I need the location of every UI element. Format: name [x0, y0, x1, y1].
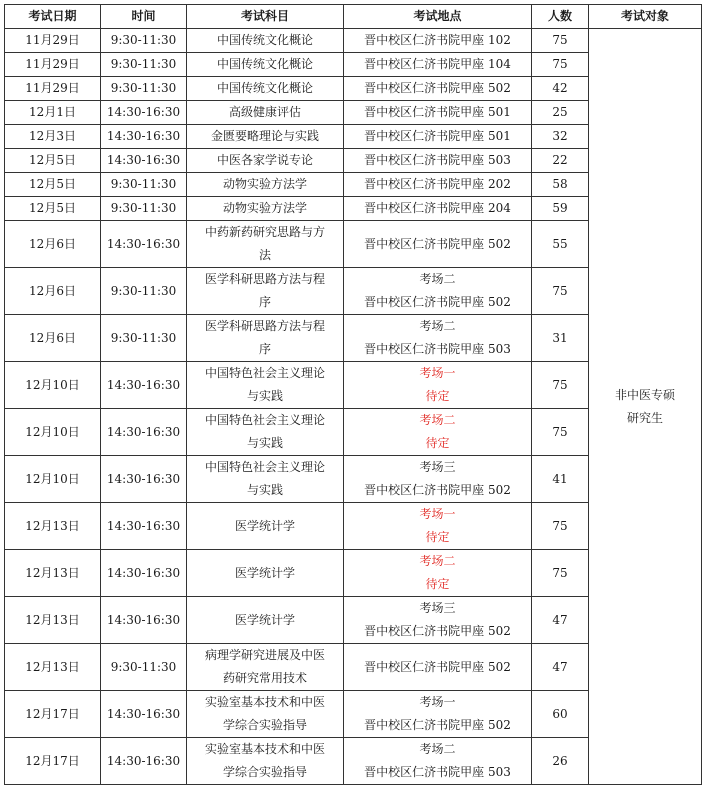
cell-time: 9:30-11:30: [101, 53, 187, 77]
cell-location: [344, 315, 532, 362]
location-line: 晋中校区仁济书院甲座 502: [364, 295, 511, 309]
cell-date: 12月17日: [5, 691, 101, 738]
subject-line: 中国特色社会主义理论: [204, 413, 325, 427]
subject-line: 实验室基本技术和中医: [204, 742, 325, 756]
cell-count: 75: [532, 268, 589, 315]
cell-count: 75: [532, 362, 589, 409]
subject-line: 学综合实验指导: [222, 718, 307, 732]
cell-date: 11月29日: [5, 77, 101, 101]
cell-time: 9:30-11:30: [101, 197, 187, 221]
subject-line: 药研究常用技术: [222, 671, 307, 685]
cell-location: [344, 691, 532, 738]
location-line: 考场三: [419, 601, 456, 615]
cell-time: 14:30-16:30: [101, 456, 187, 503]
subject-line: 法: [258, 248, 271, 262]
cell-location: [344, 29, 532, 53]
cell-time: 14:30-16:30: [101, 409, 187, 456]
subject-line: 序: [258, 295, 271, 309]
cell-location: [344, 125, 532, 149]
cell-subject: [187, 77, 344, 101]
cell-time: 9:30-11:30: [101, 77, 187, 101]
location-line: 考场三: [419, 460, 456, 474]
location-line: 待定: [425, 577, 450, 591]
table-row: [5, 29, 702, 53]
location-line: 待定: [425, 530, 450, 544]
cell-count: 58: [532, 173, 589, 197]
cell-location: [344, 362, 532, 409]
cell-date: 12月1日: [5, 101, 101, 125]
cell-subject: [187, 315, 344, 362]
cell-location: [344, 644, 532, 691]
cell-location: [344, 456, 532, 503]
cell-subject: [187, 53, 344, 77]
cell-date: 12月13日: [5, 503, 101, 550]
cell-subject: [187, 691, 344, 738]
cell-count: 32: [532, 125, 589, 149]
header-target: 考试对象: [589, 5, 702, 29]
table-body: [5, 29, 702, 785]
location-line: 晋中校区仁济书院甲座 502: [364, 659, 511, 674]
cell-subject: [187, 409, 344, 456]
location-line: 考场二: [419, 319, 456, 333]
subject-line: 中国传统文化概论: [216, 81, 313, 95]
header-date: 考试日期: [5, 5, 101, 29]
cell-subject: [187, 362, 344, 409]
location-line: 晋中校区仁济书院甲座 502: [364, 81, 511, 95]
location-line: 晋中校区仁济书院甲座 202: [364, 177, 511, 191]
cell-date: 12月10日: [5, 456, 101, 503]
cell-count: 41: [532, 456, 589, 503]
subject-line: 中国特色社会主义理论: [204, 460, 325, 474]
cell-location: [344, 738, 532, 785]
cell-subject: [187, 268, 344, 315]
location-line: 待定: [425, 436, 450, 450]
cell-count: 75: [532, 503, 589, 550]
location-line: 晋中校区仁济书院甲座 501: [364, 105, 511, 119]
cell-time: 9:30-11:30: [101, 173, 187, 197]
cell-subject: [187, 125, 344, 149]
subject-line: 高级健康评估: [228, 105, 301, 119]
cell-count: 75: [532, 409, 589, 456]
cell-location: [344, 101, 532, 125]
cell-subject: [187, 197, 344, 221]
cell-location: [344, 221, 532, 268]
cell-location: [344, 197, 532, 221]
cell-location: [344, 173, 532, 197]
cell-time: 14:30-16:30: [101, 149, 187, 173]
cell-count: 59: [532, 197, 589, 221]
target-line: 研究生: [626, 410, 663, 425]
subject-line: 金匮要略理论与实践: [210, 129, 319, 143]
exam-schedule: [4, 4, 702, 785]
cell-location: [344, 597, 532, 644]
location-line: 晋中校区仁济书院甲座 204: [364, 201, 511, 215]
location-line: 晋中校区仁济书院甲座 501: [364, 129, 511, 143]
cell-location: [344, 53, 532, 77]
location-line: 晋中校区仁济书院甲座 503: [364, 153, 511, 167]
cell-time: 9:30-11:30: [101, 268, 187, 315]
cell-location: [344, 550, 532, 597]
cell-date: 12月13日: [5, 597, 101, 644]
cell-subject: [187, 456, 344, 503]
cell-time: 14:30-16:30: [101, 691, 187, 738]
cell-date: 12月3日: [5, 125, 101, 149]
cell-subject: [187, 738, 344, 785]
location-line: 晋中校区仁济书院甲座 102: [364, 33, 511, 47]
header-row: [5, 5, 702, 29]
cell-target: [589, 29, 702, 785]
subject-line: 与实践: [246, 389, 283, 403]
subject-line: 中国传统文化概论: [216, 33, 313, 47]
cell-count: 31: [532, 315, 589, 362]
subject-line: 与实践: [246, 436, 283, 450]
cell-time: 14:30-16:30: [101, 738, 187, 785]
cell-location: [344, 149, 532, 173]
target-line: 非中医专硕: [614, 387, 675, 402]
header-time: 时间: [101, 5, 187, 29]
location-line: 待定: [425, 389, 450, 403]
location-line: 晋中校区仁济书院甲座 503: [364, 342, 511, 356]
cell-count: 26: [532, 738, 589, 785]
location-line: 晋中校区仁济书院甲座 503: [364, 765, 511, 779]
cell-count: 55: [532, 221, 589, 268]
cell-date: 12月5日: [5, 197, 101, 221]
subject-line: 医学统计学: [234, 518, 295, 533]
location-line: 晋中校区仁济书院甲座 104: [364, 57, 511, 71]
cell-date: 12月5日: [5, 173, 101, 197]
cell-count: 75: [532, 29, 589, 53]
cell-subject: [187, 221, 344, 268]
cell-date: 12月10日: [5, 362, 101, 409]
cell-subject: [187, 29, 344, 53]
subject-line: 动物实验方法学: [222, 201, 307, 215]
cell-date: 12月6日: [5, 221, 101, 268]
cell-count: 75: [532, 53, 589, 77]
location-line: 考场二: [419, 413, 456, 427]
location-line: 考场二: [419, 554, 456, 568]
cell-count: 47: [532, 597, 589, 644]
cell-time: 14:30-16:30: [101, 503, 187, 550]
subject-line: 病理学研究进展及中医: [204, 648, 325, 662]
subject-line: 动物实验方法学: [222, 177, 307, 191]
cell-time: 9:30-11:30: [101, 29, 187, 53]
cell-subject: [187, 597, 344, 644]
header-subject: 考试科目: [187, 5, 344, 29]
subject-line: 中国传统文化概论: [216, 57, 313, 71]
location-line: 考场一: [419, 507, 456, 521]
subject-line: 序: [258, 342, 271, 356]
cell-subject: [187, 101, 344, 125]
cell-location: [344, 77, 532, 101]
cell-count: 47: [532, 644, 589, 691]
cell-subject: [187, 173, 344, 197]
cell-date: 11月29日: [5, 29, 101, 53]
cell-date: 12月13日: [5, 550, 101, 597]
cell-date: 12月5日: [5, 149, 101, 173]
cell-date: 12月13日: [5, 644, 101, 691]
cell-location: [344, 409, 532, 456]
subject-line: 医学科研思路方法与程: [204, 272, 325, 286]
subject-line: 医学统计学: [234, 612, 295, 627]
cell-count: 42: [532, 77, 589, 101]
cell-time: 14:30-16:30: [101, 550, 187, 597]
cell-count: 60: [532, 691, 589, 738]
subject-line: 医学统计学: [234, 565, 295, 580]
cell-count: 22: [532, 149, 589, 173]
header-count: 人数: [532, 5, 589, 29]
location-line: 考场一: [419, 695, 456, 709]
location-line: 晋中校区仁济书院甲座 502: [364, 236, 511, 251]
subject-line: 学综合实验指导: [222, 765, 307, 779]
cell-count: 75: [532, 550, 589, 597]
cell-time: 14:30-16:30: [101, 221, 187, 268]
location-line: 考场二: [419, 742, 456, 756]
cell-date: 12月6日: [5, 268, 101, 315]
header-location: 考试地点: [344, 5, 532, 29]
location-line: 晋中校区仁济书院甲座 502: [364, 718, 511, 732]
cell-location: [344, 503, 532, 550]
cell-date: 12月17日: [5, 738, 101, 785]
cell-time: 14:30-16:30: [101, 125, 187, 149]
subject-line: 中医各家学说专论: [216, 153, 313, 167]
location-line: 考场一: [419, 366, 456, 380]
location-line: 考场二: [419, 272, 456, 286]
cell-date: 12月10日: [5, 409, 101, 456]
exam-schedule-table: [4, 4, 702, 785]
subject-line: 与实践: [246, 483, 283, 497]
location-line: 晋中校区仁济书院甲座 502: [364, 624, 511, 638]
cell-time: 14:30-16:30: [101, 597, 187, 644]
cell-subject: [187, 503, 344, 550]
cell-subject: [187, 149, 344, 173]
subject-line: 医学科研思路方法与程: [204, 319, 325, 333]
subject-line: 实验室基本技术和中医: [204, 695, 325, 709]
cell-date: 11月29日: [5, 53, 101, 77]
cell-time: 9:30-11:30: [101, 644, 187, 691]
cell-time: 14:30-16:30: [101, 362, 187, 409]
subject-line: 中药新药研究思路与方: [204, 225, 325, 239]
subject-line: 中国特色社会主义理论: [204, 366, 325, 380]
location-line: 晋中校区仁济书院甲座 502: [364, 483, 511, 497]
cell-time: 9:30-11:30: [101, 315, 187, 362]
cell-time: 14:30-16:30: [101, 101, 187, 125]
cell-subject: [187, 550, 344, 597]
cell-date: 12月6日: [5, 315, 101, 362]
cell-location: [344, 268, 532, 315]
cell-count: 25: [532, 101, 589, 125]
cell-subject: [187, 644, 344, 691]
